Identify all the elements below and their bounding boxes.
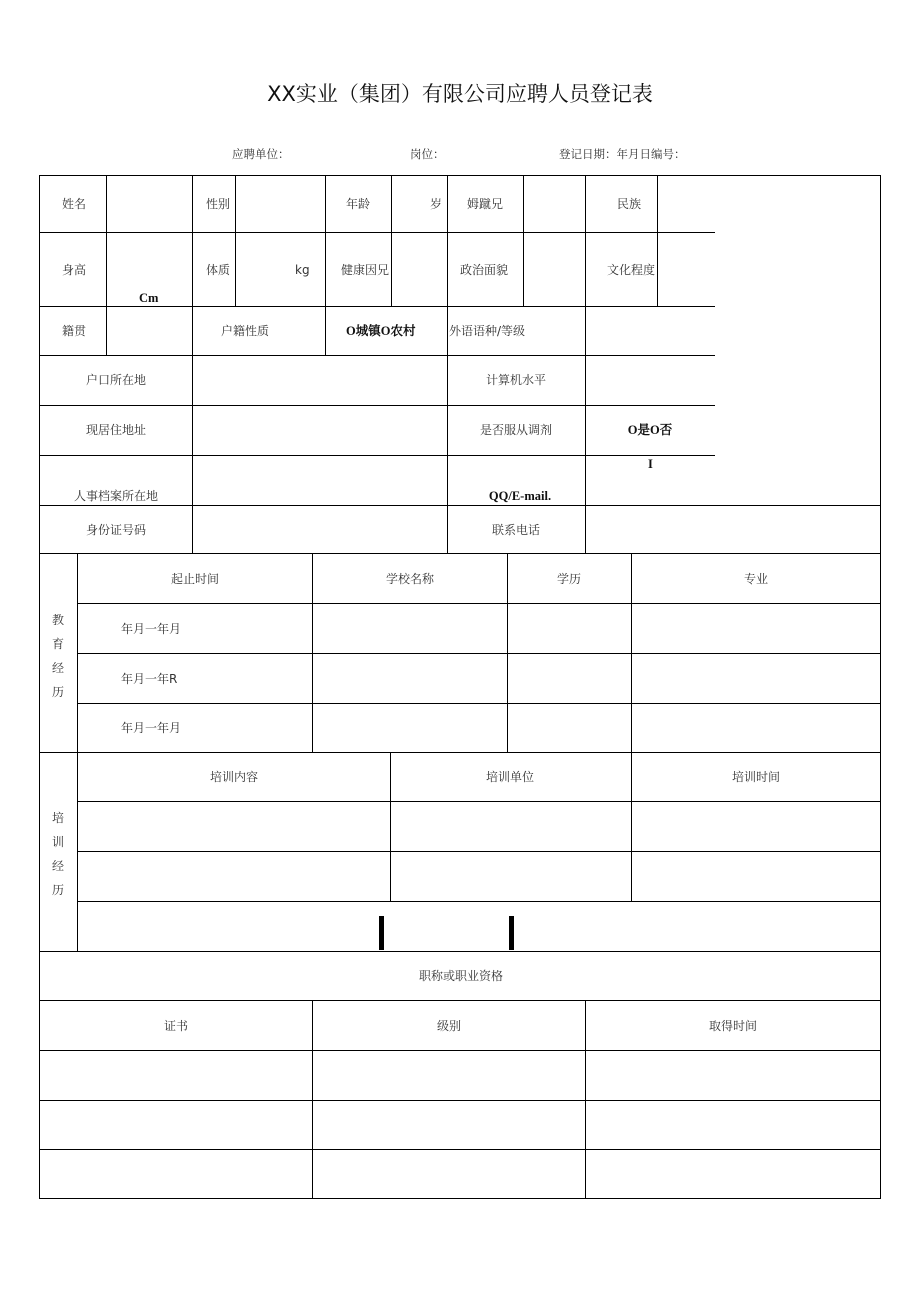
training-header-content: 培训内容 [209,770,259,784]
household-type-label: 户籍性质 [221,324,270,338]
height-label: 身高 [62,263,87,277]
col-divider [235,176,236,306]
row-divider [40,306,715,307]
section-divider [40,951,881,952]
edu-header-degree: 学历 [556,572,582,586]
section-label-divider [77,553,78,951]
height-unit: Cm [139,291,159,305]
cert-header-certificate: 证书 [163,1019,189,1033]
col-divider [192,176,193,553]
age-label: 年龄 [346,197,371,211]
col-divider [391,176,392,306]
row-divider [77,851,881,852]
col-divider [312,553,313,752]
col-divider [325,176,326,355]
registration-form-table [39,175,881,1199]
political-status-label: 政治面貌 [460,263,509,277]
edu-header-school: 学校名称 [385,572,435,586]
col-divider [507,553,508,752]
row-divider [40,1100,881,1101]
ink-mark [379,916,384,950]
row-divider [77,703,881,704]
current-address-label: 现居住地址 [85,423,147,437]
edu-row-period: 年月一年月 [121,721,182,735]
archive-location-label: 人事档案所在地 [73,489,159,503]
ink-mark [509,916,514,950]
position-label: 岗位： [410,147,445,161]
col-divider [631,752,632,901]
col-divider [390,752,391,901]
row-divider [77,603,881,604]
cert-header-level: 级别 [436,1019,462,1033]
training-section-label: 培训经历 [51,811,64,897]
edu-row-period: 年月一年月 [121,622,182,636]
hukou-location-label: 户口所在地 [85,373,147,387]
col-divider [585,176,586,553]
training-header-time: 培训时间 [731,770,781,784]
id-number-label: 身份证号码 [85,523,147,537]
marital-status-label: 姆蹴兄 [467,197,504,211]
weight-unit: kg [295,263,310,277]
applying-unit-label: 应聘单位： [232,147,290,161]
name-label: 姓名 [62,197,87,211]
registration-date-label: 登记日期：年月日编号： [559,147,686,161]
ethnicity-label: 民族 [617,197,642,211]
obey-options: O是O否 [627,423,673,437]
page-title: XX实业（集团）有限公司应聘人员登记表 [267,82,653,106]
row-divider [40,455,715,456]
col-divider [631,553,632,752]
health-label: 健康因兄 [341,263,390,277]
edu-header-major: 专业 [743,572,769,586]
phone-label: 联系电话 [491,523,541,537]
edu-row-period: 年月一年R [121,672,178,686]
col-divider [106,176,107,355]
obey-assignment-label: 是否服从调剂 [479,423,553,437]
row-divider [77,653,881,654]
row-divider [40,232,715,233]
education-section-label: 教育经历 [51,613,64,699]
row-divider [40,553,881,554]
training-header-unit: 培训单位 [485,770,535,784]
col-divider [523,176,524,306]
col-divider [447,176,448,553]
row-divider [40,405,715,406]
row-divider [40,505,881,506]
household-options: O城镇O农村 [346,324,416,338]
weight-label: 体质 [206,263,231,277]
age-unit: 岁 [430,197,443,211]
qq-email-label: QQ/E-mail. [488,489,552,503]
col-divider [657,176,658,306]
row-divider [40,1000,881,1001]
foreign-language-label: 外语语种/等级 [449,324,526,338]
row-divider [77,901,881,902]
section-divider [40,752,881,753]
row-divider [77,801,881,802]
row-divider [40,1050,881,1051]
row-divider [40,355,715,356]
native-place-label: 籍贯 [62,324,87,338]
col-divider [585,1000,586,1199]
edu-header-period: 起止时间 [170,572,220,586]
gender-label: 性别 [206,197,231,211]
qq-mark: I [648,457,653,471]
computer-level-label: 计算机水平 [485,373,547,387]
education-level-label: 文化程度 [607,263,656,277]
row-divider [40,1149,881,1150]
col-divider [312,1000,313,1199]
cert-header-date: 取得时间 [708,1019,758,1033]
certs-section-label: 职称或职业资格 [418,969,504,983]
